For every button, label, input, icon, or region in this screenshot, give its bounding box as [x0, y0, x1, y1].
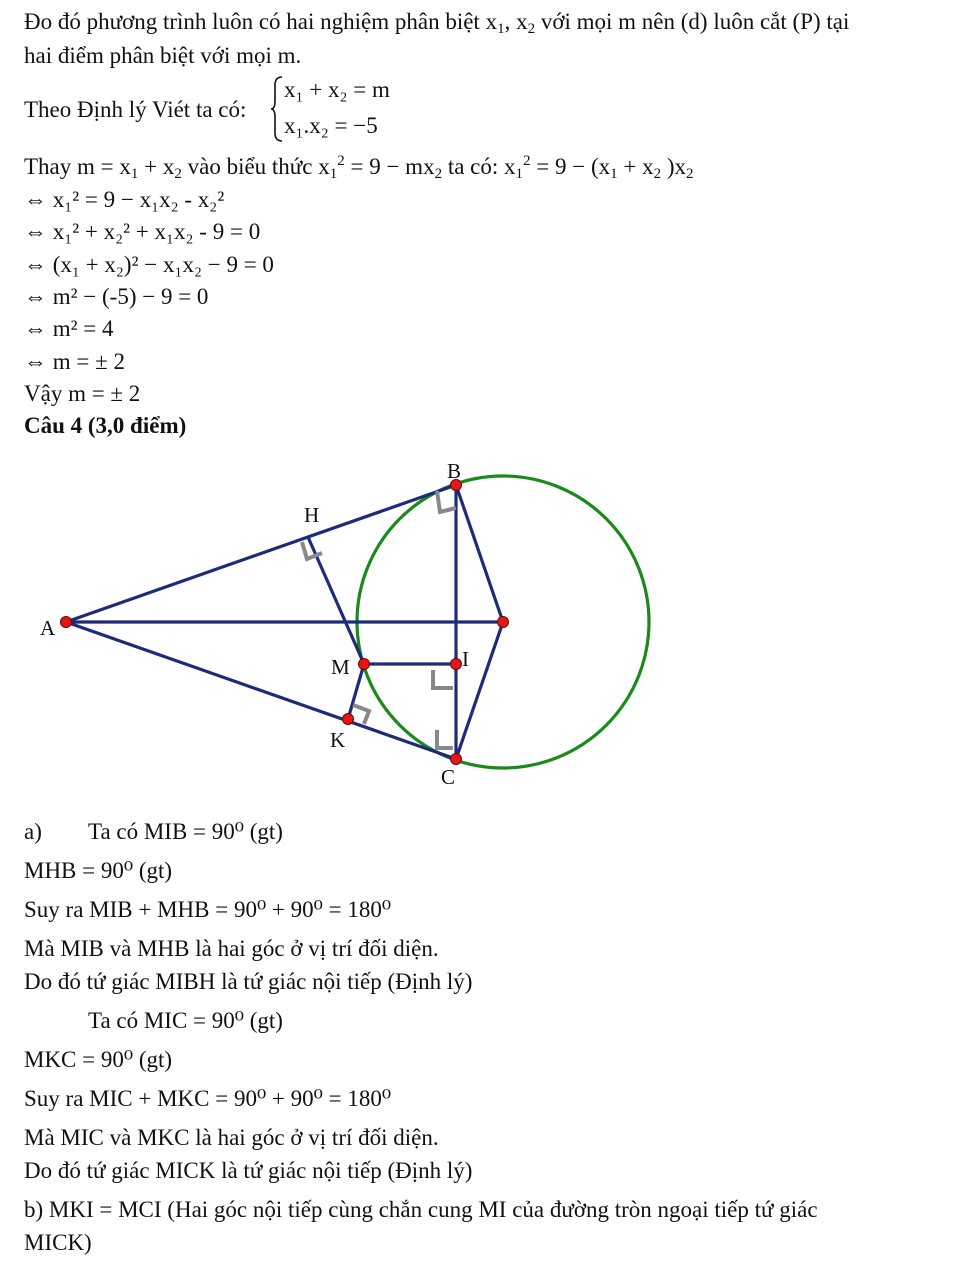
step-5: ⇔ m² = 4 — [24, 316, 114, 341]
part-a-line-1: Ta có MIB = 90⁰ (gt) — [88, 819, 283, 844]
point-m — [359, 659, 370, 670]
point-i — [451, 659, 462, 670]
label-b: B — [447, 459, 462, 483]
figure-lines — [66, 485, 503, 759]
geometry-figure — [0, 455, 960, 795]
text-line-1: Đo đó phương trình luôn có hai nghiệm phân biệt $x_1$, $x_2$ với mọi m nên (d) luôn cắt (P) tại — [24, 9, 850, 37]
part-a-line-5: Do đó tứ giác MIBH là tứ giác nội tiếp (Định lý) — [24, 969, 473, 994]
step-2: ⇔ x₁² + x₂² + x₁x₂ - 9 = 0 — [24, 219, 261, 244]
label-i: I — [462, 647, 469, 671]
part-a-label: a) — [24, 819, 42, 844]
part-a-line-10: Do đó tứ giác MICK là tứ giác nội tiếp (Định lý) — [24, 1158, 473, 1183]
conclusion: Vậy m = ± 2 — [24, 381, 141, 406]
part-a-line-4: Mà MIB và MHB là hai góc ở vị trí đối diện. — [24, 936, 439, 961]
step-6: ⇔ m = ± 2 — [24, 349, 125, 374]
point-k — [343, 714, 354, 725]
step-1: ⇔ x₁² = 9 − x₁x₂ - x₂² — [24, 187, 225, 212]
viet-eq-1: x₁ + x₂ = m — [284, 77, 390, 102]
point-center — [498, 617, 509, 628]
substitution-line: Thay $m = x_1 + x_2$ vào biểu thức $x_1^2 = 9 - mx_2$ ta có: $x_1^2 = 9 - (x_1 + x_2$ )$x_2$ — [24, 153, 694, 182]
brace-icon — [270, 75, 284, 143]
part-a-line-7: MKC = 90⁰ (gt) — [24, 1047, 173, 1072]
label-c: C — [441, 765, 456, 789]
part-b-line-2: MICK) — [24, 1230, 92, 1255]
label-k: K — [330, 728, 346, 752]
part-a-line-9: Mà MIC và MKC là hai góc ở vị trí đối diện. — [24, 1125, 439, 1150]
point-c — [451, 754, 462, 765]
question-heading: Câu 4 (3,0 điểm) — [24, 413, 187, 438]
label-m: M — [331, 655, 350, 679]
point-a — [61, 617, 72, 628]
text-line-2: hai điểm phân biệt với mọi m. — [24, 43, 302, 68]
step-3: ⇔ (x₁ + x₂)² − x₁x₂ − 9 = 0 — [24, 252, 274, 277]
part-a-line-8: Suy ra MIC + MKC = 90⁰ + 90⁰ = 180⁰ — [24, 1086, 392, 1111]
part-a-line-6: Ta có MIC = 90⁰ (gt) — [88, 1008, 283, 1033]
viet-intro: Theo Định lý Viét ta có: — [24, 97, 247, 122]
part-a-line-2: MHB = 90⁰ (gt) — [24, 858, 173, 883]
part-a-line-3: Suy ra MIB + MHB = 90⁰ + 90⁰ = 180⁰ — [24, 897, 392, 922]
viet-eq-2: x₁.x₂ = −5 — [284, 113, 378, 138]
label-h: H — [304, 503, 320, 527]
label-a: A — [40, 616, 56, 640]
part-b-line-1: b) MKI = MCI (Hai góc nội tiếp cùng chắn cung MI của đường tròn ngoại tiếp tứ giác — [24, 1197, 818, 1222]
step-4: ⇔ m² − (-5) − 9 = 0 — [24, 284, 209, 309]
